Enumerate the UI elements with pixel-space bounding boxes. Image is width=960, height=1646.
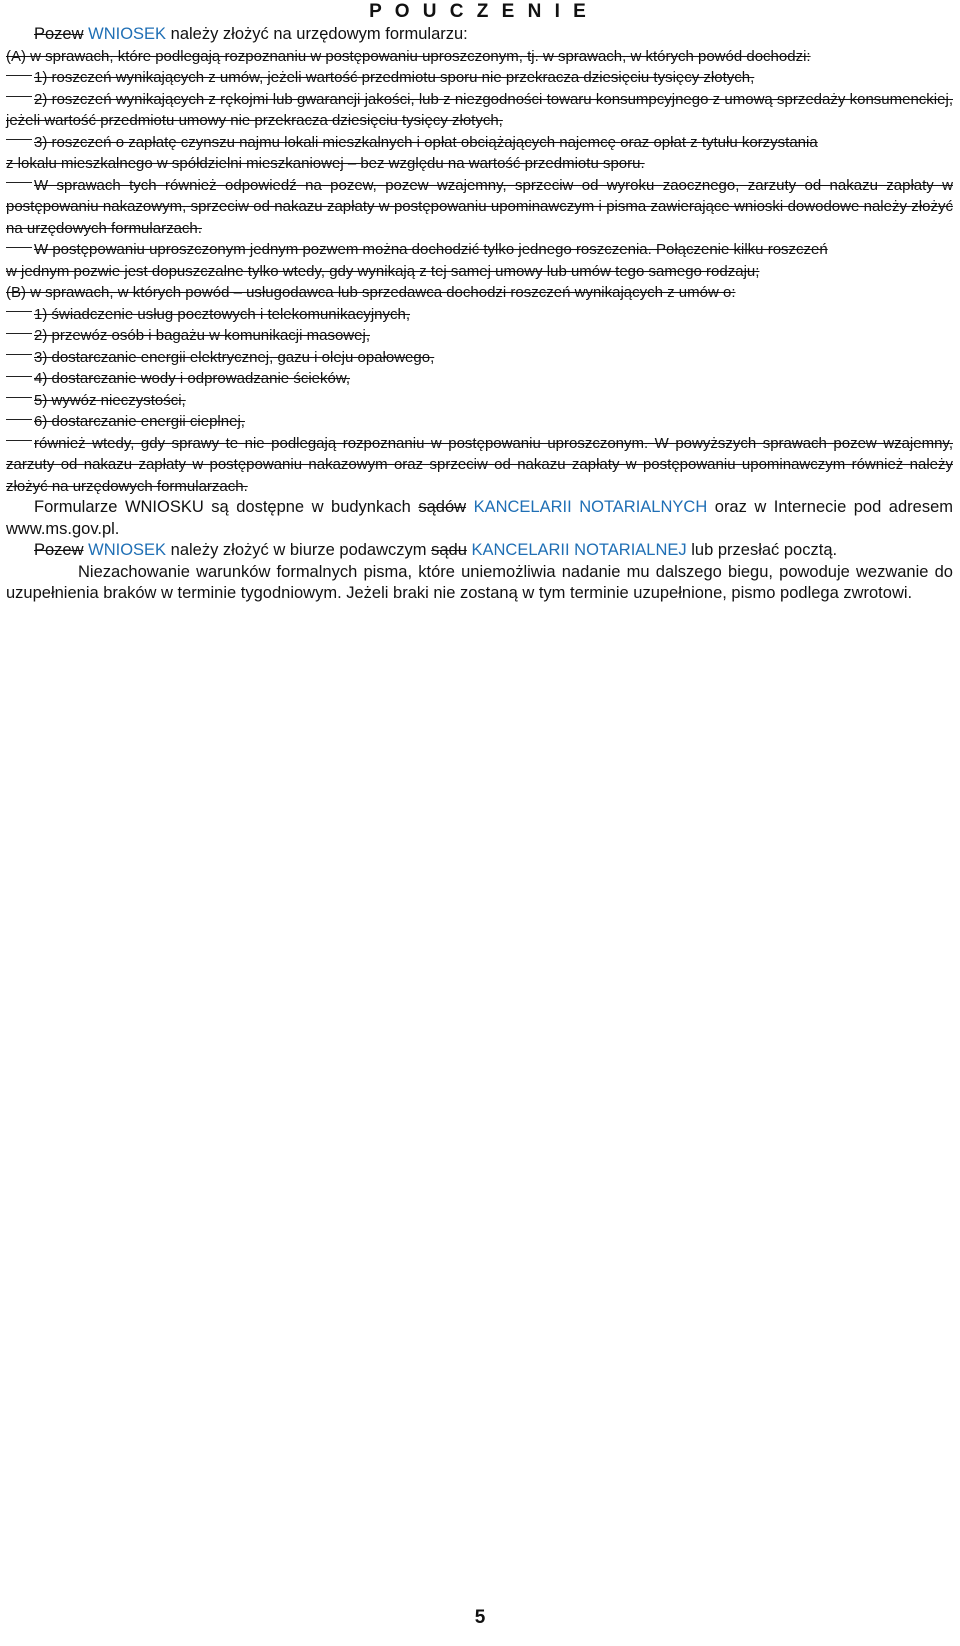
indent-marker (6, 333, 32, 334)
section-a-forms-paragraph: W sprawach tych również odpowiedź na pozew, pozew wzajemny, sprzeciw od wyroku zaocznego, zarzuty od nakazu zapłaty w postępowaniu nakazowym, sprzeciw od nakazu zapłaty w postępowaniu upominawczym i pisma zawierające wnioski dowodowe należy złożyć na urzędowych formularzach. (6, 176, 953, 237)
document-body (6, 0, 953, 605)
section-a-single-claim-paragraph: W postępowaniu uproszczonym jednym pozwem można dochodzić tylko jednego roszczenia. Połączenie kilku roszczeń (6, 239, 953, 261)
section-a-item-3: 3) roszczeń o zapłatę czynszu najmu lokali mieszkalnych i opłat obciążających najemcę oraz opłat z tytułu korzystania (6, 132, 953, 154)
section-b-intro: (B) w sprawach, w których powód – usługodawca lub sprzedawca dochodzi roszczeń wynikających z umów o: (6, 284, 736, 301)
indent-marker (6, 96, 32, 97)
indent-marker (6, 440, 32, 441)
inserted-word: WNIOSEK (88, 541, 167, 559)
section-a-continuation: z lokalu mieszkalnego w spółdzielni mieszkaniowej – bez względu na wartość przedmiotu sporu. (6, 155, 645, 172)
forms-availability-paragraph: Formularze WNIOSKU są dostępne w budynkach sądów KANCELARII NOTARIALNYCH oraz w Internecie pod adresem www.ms.gov.pl. (6, 498, 953, 538)
section-a-item-1: 1) roszczeń wynikających z umów, jeżeli wartość przedmiotu sporu nie przekracza dziesięciu tysięcy złotych, (6, 67, 953, 89)
section-b-item-5: 5) wywóz nieczystości, (6, 390, 953, 412)
submit-paragraph: Pozew WNIOSEK należy złożyć w biurze podawczym sądu KANCELARII NOTARIALNEJ lub przesłać pocztą. (34, 541, 838, 559)
indent-marker (6, 354, 32, 355)
inserted-word: WNIOSEK (88, 25, 167, 43)
intro-paragraph (6, 24, 953, 46)
indent-marker (6, 247, 32, 248)
deleted-word: sądu (431, 541, 467, 559)
intro-rest: należy złożyć na urzędowym formularzu: (170, 25, 468, 43)
page-title: P O U C Z E N I E (369, 1, 590, 22)
deleted-word: sądów (418, 498, 467, 516)
indent-marker (6, 75, 32, 76)
section-b-item-6: 6) dostarczanie energii cieplnej, (6, 411, 953, 433)
page-number: 5 (474, 1607, 486, 1628)
indent-marker (6, 376, 32, 377)
deleted-word: Pozew (34, 25, 84, 43)
indent-marker (6, 419, 32, 420)
deleted-word: Pozew (34, 541, 84, 559)
section-b-item-1: 1) świadczenie usług pocztowych i telekomunikacyjnych, (6, 304, 953, 326)
indent-marker (6, 139, 32, 140)
indent-marker (6, 397, 32, 398)
section-b-item-4: 4) dostarczanie wody i odprowadzanie ścieków, (6, 368, 953, 390)
inserted-word: KANCELARII NOTARIALNYCH (473, 498, 708, 516)
inserted-word: KANCELARII NOTARIALNEJ (471, 541, 687, 559)
section-b-item-2: 2) przewóz osób i bagażu w komunikacji masowej, (6, 325, 953, 347)
indent-marker (6, 311, 32, 312)
section-b-closing: również wtedy, gdy sprawy te nie podlegają rozpoznaniu w postępowaniu uproszczonym. W powyższych sprawach pozew wzajemny, zarzuty od nakazu zapłaty w postępowaniu nakazowym oraz sprzeciw od nakazu zapłaty w postępowaniu upominawczym również należy złożyć na urzędowych formularzach. (6, 434, 953, 495)
section-a-intro: (A) w sprawach, które podlegają rozpoznaniu w postępowaniu uproszczonym, tj. w sprawach, w których powód dochodzi: (6, 47, 811, 65)
formal-requirements-paragraph: Niezachowanie warunków formalnych pisma, które uniemożliwia nadanie mu dalszego biegu, powoduje wezwanie do uzupełnienia braków w terminie tygodniowym. Jeżeli braki nie zostaną w tym terminie uzupełnione, pismo podlega zwrotowi. (6, 562, 953, 602)
section-b-item-3: 3) dostarczanie energii elektrycznej, gazu i oleju opałowego, (6, 347, 953, 369)
section-a-single-claim-continuation: w jednym pozwie jest dopuszczalne tylko wtedy, gdy wynikają z tej samej umowy lub umów tego samego rodzaju; (6, 262, 760, 280)
section-a-item-2: 2) roszczeń wynikających z rękojmi lub gwarancji jakości, lub z niezgodności towaru konsumpcyjnego z umową sprzedaży konsumenckiej, jeżeli wartość przedmiotu umowy nie przekracza dziesięciu tysięcy złotych, (6, 90, 953, 129)
indent-marker (6, 182, 32, 183)
